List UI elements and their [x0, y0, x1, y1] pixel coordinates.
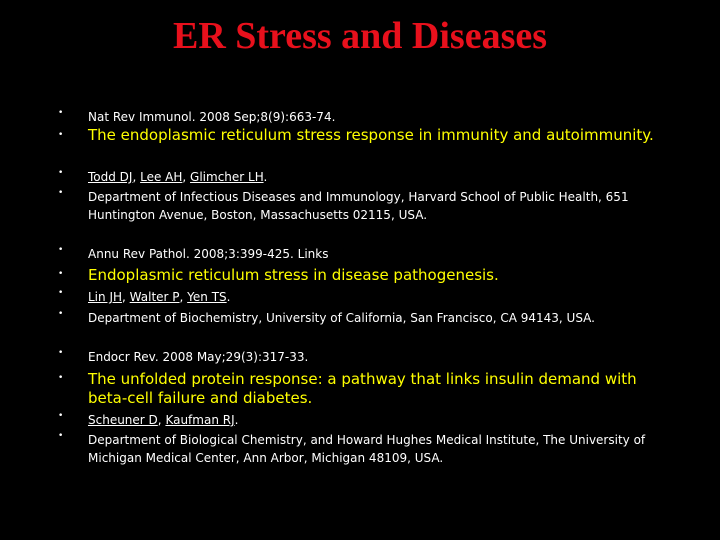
- author-link[interactable]: Walter P: [129, 290, 180, 304]
- bullet: •: [58, 431, 64, 441]
- bullet: •: [58, 373, 64, 383]
- reference-3-journal: Endocr Rev. 2008 May;29(3):317-33.: [88, 350, 309, 364]
- reference-2-affiliation: Department of Biochemistry, University of California, San Francisco, CA 94143, USA.: [88, 311, 595, 325]
- reference-1-journal: Nat Rev Immunol. 2008 Sep;8(9):663-74.: [88, 110, 336, 124]
- bullet: •: [58, 245, 64, 255]
- author-link[interactable]: Lee AH: [140, 170, 183, 184]
- reference-3-affiliation: Department of Biological Chemistry, and Howard Hughes Medical Institute, The University of Michigan Medical Center, Ann Arbor, Michigan 48109, USA.: [88, 433, 646, 465]
- reference-1-affiliation: Department of Infectious Diseases and Immunology, Harvard School of Public Health, 651 Huntington Avenue, Boston, Massachusetts 02115, USA.: [88, 190, 629, 222]
- reference-1-authors: Todd DJ, Lee AH, Glimcher LH.: [88, 170, 268, 184]
- author-link[interactable]: Scheuner D: [88, 413, 158, 427]
- bullet: •: [58, 348, 64, 358]
- bullet: •: [58, 108, 64, 118]
- bullet: •: [58, 188, 64, 198]
- author-link[interactable]: Yen TS: [187, 290, 227, 304]
- reference-2-journal: Annu Rev Pathol. 2008;3:399-425. Links: [88, 247, 329, 261]
- author-link[interactable]: Todd DJ: [88, 170, 133, 184]
- bullet: •: [58, 130, 64, 140]
- reference-2-authors: Lin JH, Walter P, Yen TS.: [88, 290, 231, 304]
- reference-3-authors: Scheuner D, Kaufman RJ.: [88, 413, 239, 427]
- author-link[interactable]: Kaufman RJ: [165, 413, 235, 427]
- bullet: •: [58, 288, 64, 298]
- bullet: •: [58, 168, 64, 178]
- reference-1-title: The endoplasmic reticulum stress response in immunity and autoimmunity.: [88, 126, 654, 144]
- author-link[interactable]: Lin JH: [88, 290, 123, 304]
- bullet: •: [58, 309, 64, 319]
- bullet: •: [58, 411, 64, 421]
- bullet: •: [58, 269, 64, 279]
- reference-2-title: Endoplasmic reticulum stress in disease pathogenesis.: [88, 266, 499, 284]
- reference-3-title: The unfolded protein response: a pathway that links insulin demand with beta-cell failure and diabetes.: [88, 370, 637, 407]
- slide-title: ER Stress and Diseases: [172, 15, 548, 57]
- author-link[interactable]: Glimcher LH: [190, 170, 264, 184]
